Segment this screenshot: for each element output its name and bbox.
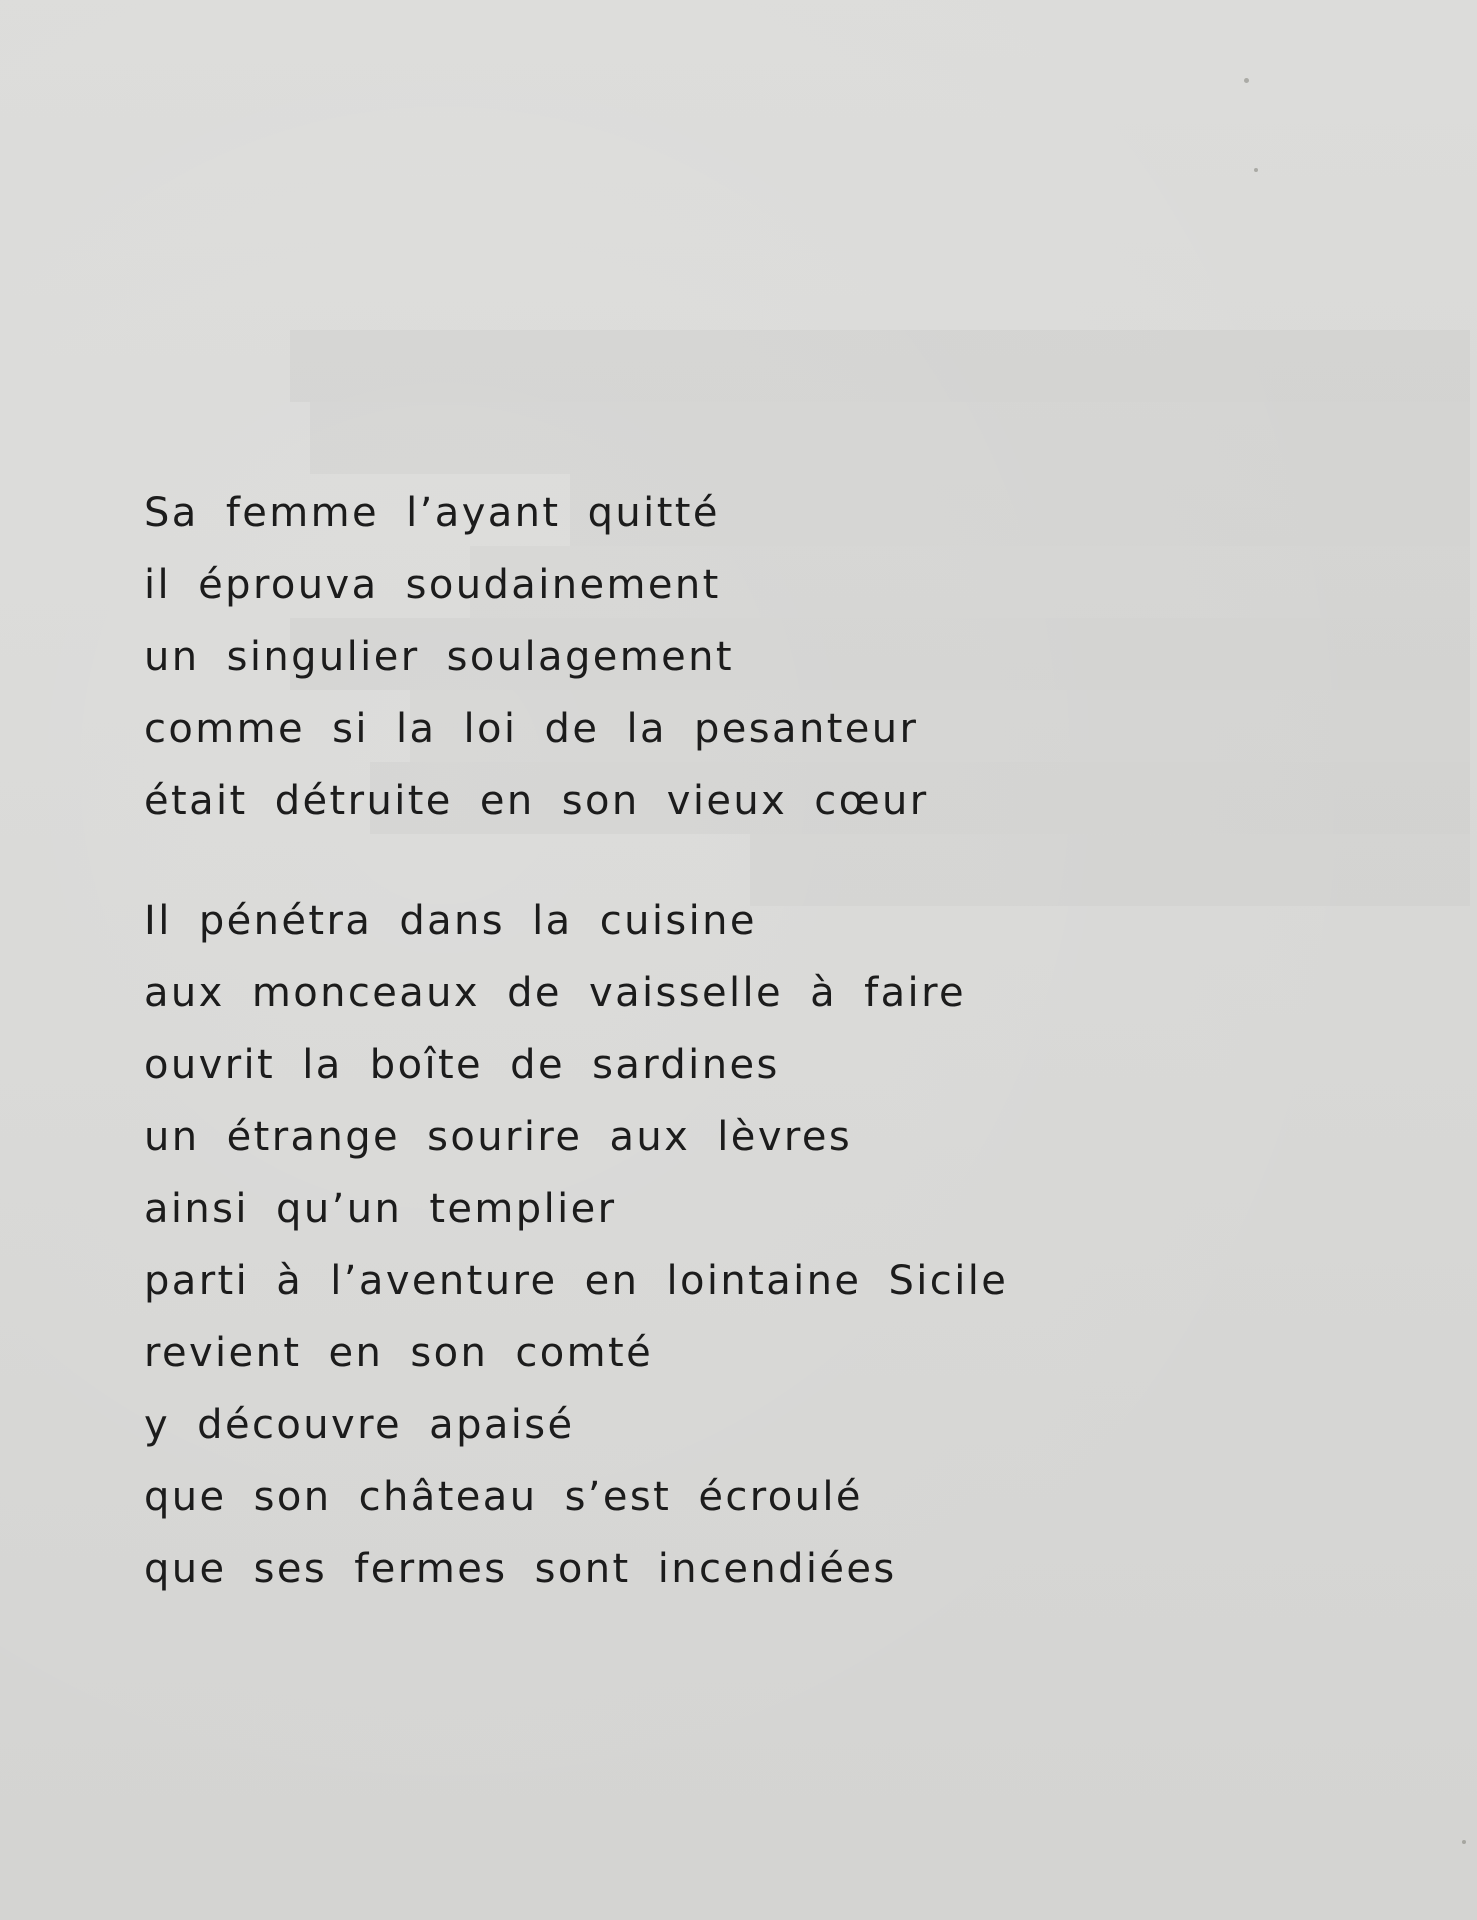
poem-line: aux monceaux de vaisselle à faire bbox=[144, 970, 967, 1016]
poem-line: que son château s’est écroulé bbox=[144, 1474, 863, 1520]
poem-line: Il pénétra dans la cuisine bbox=[144, 898, 757, 944]
poem-line: y découvre apaisé bbox=[144, 1402, 575, 1448]
poem-line: comme si la loi de la pesanteur bbox=[144, 706, 919, 752]
poem-line: ouvrit la boîte de sardines bbox=[144, 1042, 780, 1088]
poem-line: un singulier soulagement bbox=[144, 634, 734, 680]
poem-line: ainsi qu’un templier bbox=[144, 1186, 617, 1232]
poem-line: revient en son comté bbox=[144, 1330, 654, 1376]
poem-line: Sa femme l’ayant quitté bbox=[144, 490, 720, 536]
poem-line: parti à l’aventure en lointaine Sicile bbox=[144, 1258, 1009, 1304]
poem-stanza-1 bbox=[144, 486, 929, 846]
paper-speck bbox=[1244, 78, 1249, 83]
poem-line: que ses fermes sont incendiées bbox=[144, 1546, 897, 1592]
poem-line: il éprouva soudainement bbox=[144, 562, 721, 608]
poem-line: un étrange sourire aux lèvres bbox=[144, 1114, 853, 1160]
paper-speck bbox=[1254, 168, 1258, 172]
paper-speck bbox=[1462, 1840, 1466, 1844]
poem-line: était détruite en son vieux cœur bbox=[144, 778, 929, 824]
poem-stanza-2 bbox=[144, 894, 1008, 1614]
